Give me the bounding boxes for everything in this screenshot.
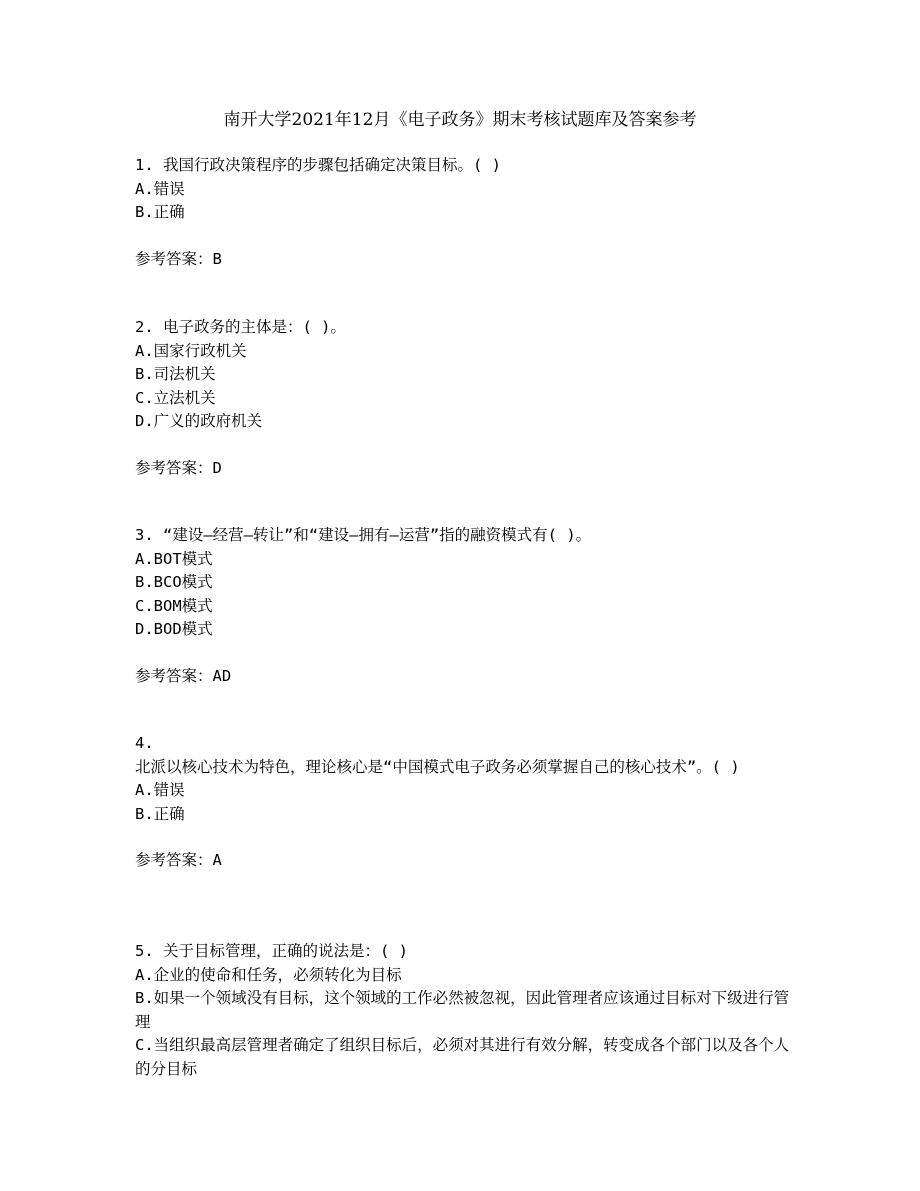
option-d: D.广义的政府机关 xyxy=(135,412,263,430)
option-a: A.企业的使命和任务，必须转化为目标 xyxy=(135,965,402,984)
option-b: B.司法机关 xyxy=(135,365,216,383)
option-a: A.错误 xyxy=(135,179,185,198)
option-b: B.正确 xyxy=(135,203,185,221)
option-b: B.如果一个领域没有目标，这个领域的工作必然被忽视，因此管理者应该通过目标对下级进行管理 xyxy=(135,989,790,1031)
question-number: 4. xyxy=(135,734,154,752)
question-stem: 1. 我国行政决策程序的步骤包括确定决策目标。( ) xyxy=(135,156,501,174)
answer-key: 参考答案：A xyxy=(135,851,222,869)
option-a: A.BOT模式 xyxy=(135,549,213,568)
question-4 xyxy=(135,732,795,873)
question-5 xyxy=(135,940,795,1081)
answer-key: 参考答案：D xyxy=(135,458,222,477)
question-stem: 2. 电子政务的主体是：( )。 xyxy=(135,318,346,336)
option-b: B.BCO模式 xyxy=(135,573,213,591)
option-c: C.立法机关 xyxy=(135,388,216,407)
answer-key: 参考答案：B xyxy=(135,249,222,268)
answer-key: 参考答案：AD xyxy=(135,666,232,685)
option-b: B.正确 xyxy=(135,804,185,823)
option-a: A.国家行政机关 xyxy=(135,341,247,360)
question-stem: 3. “建设—经营—转让”和“建设—拥有—运营”指的融资模式有( )。 xyxy=(135,526,592,544)
question-stem: 5. 关于目标管理，正确的说法是：( ) xyxy=(135,942,408,960)
question-stem: 北派以核心技术为特色，理论核心是“中国模式电子政务必须掌握自己的核心技术”。( ) xyxy=(135,757,740,776)
option-d: D.BOD模式 xyxy=(135,620,213,638)
question-2 xyxy=(135,316,795,480)
option-c: C.BOM模式 xyxy=(135,596,213,615)
document-title: 南开大学2021年12月《电子政务》期末考核试题库及答案参考 xyxy=(223,110,697,130)
question-1 xyxy=(135,154,795,271)
option-a: A.错误 xyxy=(135,781,185,799)
option-c: C.当组织最高层管理者确定了组织目标后，必须对其进行有效分解，转变成各个部门以及各个人的分目标 xyxy=(135,1036,790,1078)
question-3 xyxy=(135,524,795,688)
